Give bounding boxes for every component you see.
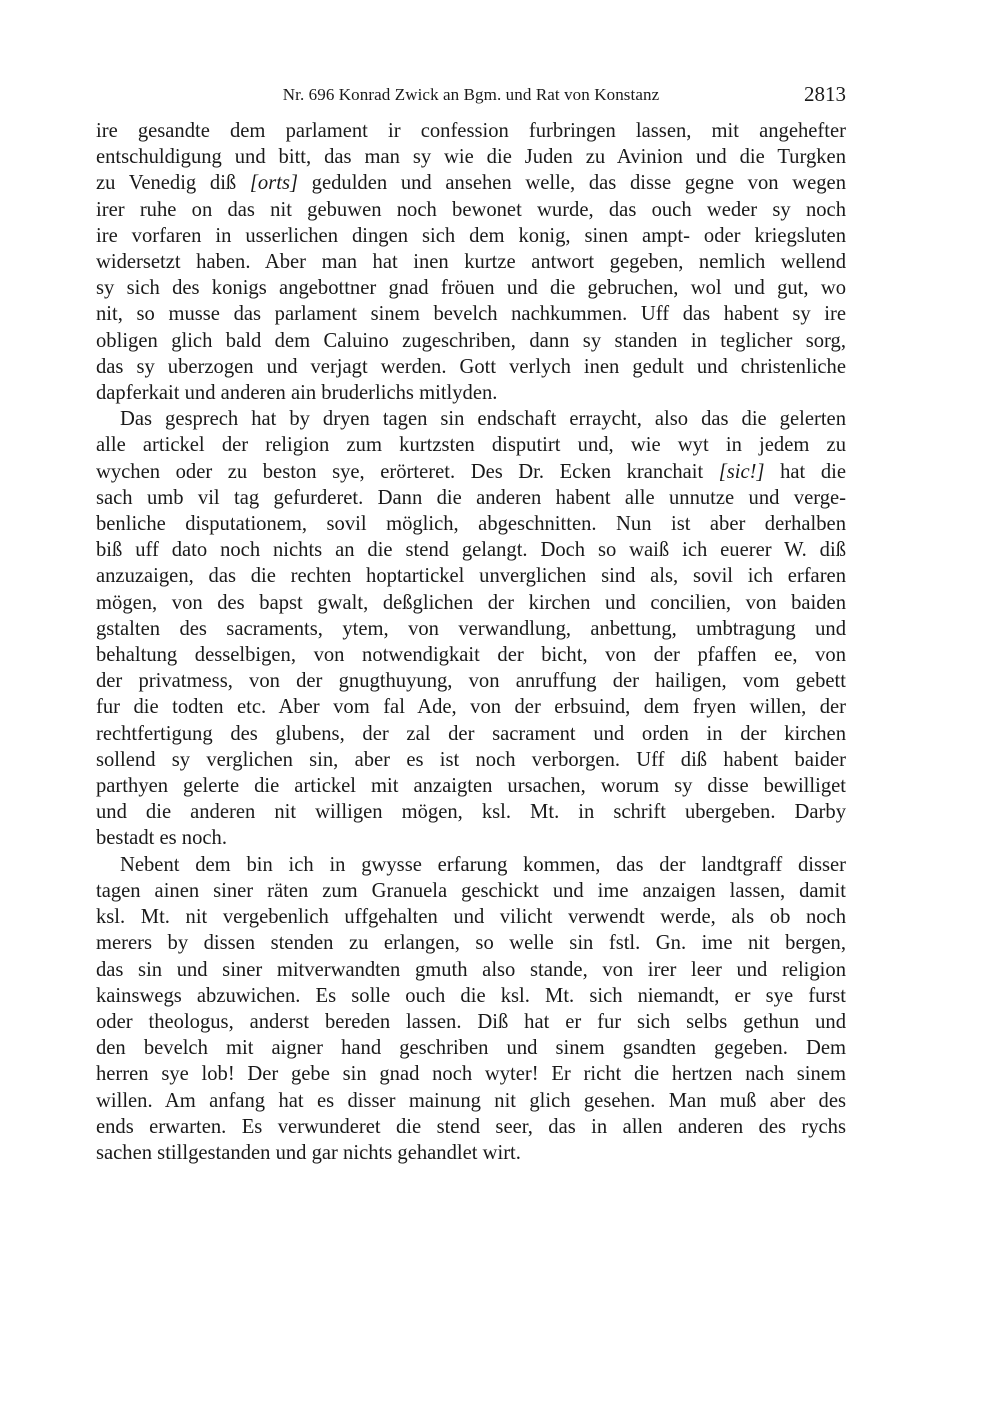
text-line: und die anderen nit willigen mögen, ksl. Mt. in schrift ubergeben. Darby: [96, 801, 846, 824]
text-line: Nebent dem bin ich in gwysse erfarung kommen, das der landtgraff disser: [120, 853, 846, 876]
paragraph: [96, 118, 846, 406]
text-line: das sy uberzogen und verjagt werden. Gott verlych inen gedult und christenliche: [96, 355, 846, 378]
paragraph: [96, 406, 846, 851]
text-line: zu Venedig diß [orts] gedulden und ansehen welle, das disse gegne von wegen: [96, 172, 846, 195]
text-line: ire gesandte dem parlament ir confession furbringen lassen, mit angehefter: [96, 120, 846, 142]
text-line: tagen ainen siner räten zum Granuela geschickt und ime anzaigen lassen, damit: [96, 879, 846, 902]
text-line: dapferkait und anderen ain bruderlichs mitlyden.: [96, 382, 498, 405]
running-header: [96, 82, 846, 108]
paragraph: [96, 852, 846, 1166]
text-line: kainswegs abzuwichen. Es solle ouch die ksl. Mt. sich niemandt, er sye furst: [96, 984, 846, 1007]
running-title: Nr. 696 Konrad Zwick an Bgm. und Rat von Konstanz: [282, 85, 660, 104]
text-line: entschuldigung und bitt, das man sy wie die Juden zu Avinion und die Turgken: [96, 146, 846, 169]
text-line: sy sich des konigs angebottner gnad fröuen und die gebruchen, wol und gut, wo: [96, 277, 846, 300]
text-line: behaltung desselbigen, von notwendigkait der bicht, von der pfaffen ee, von: [96, 644, 846, 667]
text-line: benliche disputationem, sovil möglich, abgeschnitten. Nun ist aber derhalben: [96, 513, 846, 536]
editorial-note: [sic!]: [718, 460, 765, 483]
text-line: obligen glich bald dem Caluino zugeschriben, dann sy standen in teglicher sorg,: [96, 329, 846, 352]
text-line: ends erwarten. Es verwunderet die stend seer, das in allen anderen des rychs: [96, 1115, 846, 1138]
text-line: mögen, von des bapst gwalt, deßglichen der kirchen und concilien, von baiden: [96, 591, 846, 614]
text-line: alle artickel der religion zum kurtzsten disputirt und, wie wyt in jedem zu: [96, 434, 846, 457]
page-number: 2813: [804, 82, 846, 106]
text-line: parthyen gelerte die artickel mit anzaigten ursachen, worum sy disse bewilliget: [96, 775, 846, 798]
text-line: das sin und siner mitverwandten gmuth also stande, von irer leer und religion: [96, 958, 846, 981]
text-line: wychen oder zu beston sye, erörteret. Des Dr. Ecken kranchait [sic!] hat die: [96, 460, 846, 483]
text-line: biß uff dato noch nichts an die stend gelangt. Doch so waiß ich euerer W. diß: [96, 539, 846, 562]
text-line: ksl. Mt. nit vergebenlich uffgehalten und vilicht verwendt werde, als ob noch: [96, 906, 846, 929]
text-line: anzuzaigen, das die rechten hoptartickel unverglichen sind als, sovil ich erfaren: [96, 565, 846, 588]
text-line: widersetzt haben. Aber man hat inen kurtze antwort gegeben, nemlich wellend: [96, 251, 846, 274]
text-line: merers by dissen stenden zu erlangen, so welle sin fstl. Gn. ime nit bergen,: [96, 932, 846, 955]
text-line: sach umb vil tag gefurderet. Dann die anderen habent alle unnutze und verge-: [96, 486, 846, 509]
text-line: irer ruhe on das nit gebuwen noch bewonet wurde, das ouch weder sy noch: [96, 198, 846, 221]
body-text: [96, 118, 846, 1166]
text-line: ire vorfaren in usserlichen dingen sich dem konig, sinen ampt- oder kriegsluten: [96, 224, 846, 247]
text-line: rechtfertigung des glubens, der zal der sacrament und orden in der kirchen: [96, 722, 846, 745]
text-line: Das gesprech hat by dryen tagen sin endschaft erraycht, also das die gelerten: [120, 408, 846, 431]
text-line: nit, so musse das parlament sinem bevelch nachkummen. Uff das habent sy ire: [96, 303, 846, 326]
text-line: den bevelch mit aigner hand geschriben und sinem gsandten gegeben. Dem: [96, 1037, 846, 1060]
text-line: fur die todten etc. Aber vom fal Ade, von der erbsuind, dem fryen willen, der: [96, 696, 846, 719]
text-line: oder theologus, anderst bereden lassen. Diß hat er fur sich selbs gethun und: [96, 1010, 846, 1033]
text-line: willen. Am anfang hat es disser mainung nit glich gesehen. Man muß aber des: [96, 1089, 846, 1112]
text-line: sachen stillgestanden und gar nichts gehandlet wirt.: [96, 1141, 521, 1164]
text-line: der privatmess, von der gnugthuyung, von anruffung der hailigen, vom gebett: [96, 670, 846, 693]
text-line: sollend sy verglichen sin, aber es ist noch verborgen. Uff diß habent baider: [96, 748, 846, 771]
text-line: herren sye lob! Der gebe sin gnad noch wyter! Er richt die hertzen nach sinem: [96, 1063, 846, 1086]
text-line: bestadt es noch.: [96, 827, 227, 850]
editorial-note: [orts]: [249, 172, 298, 195]
text-line: gstalten des sacraments, ytem, von verwandlung, anbettung, umbtragung und: [96, 617, 846, 640]
